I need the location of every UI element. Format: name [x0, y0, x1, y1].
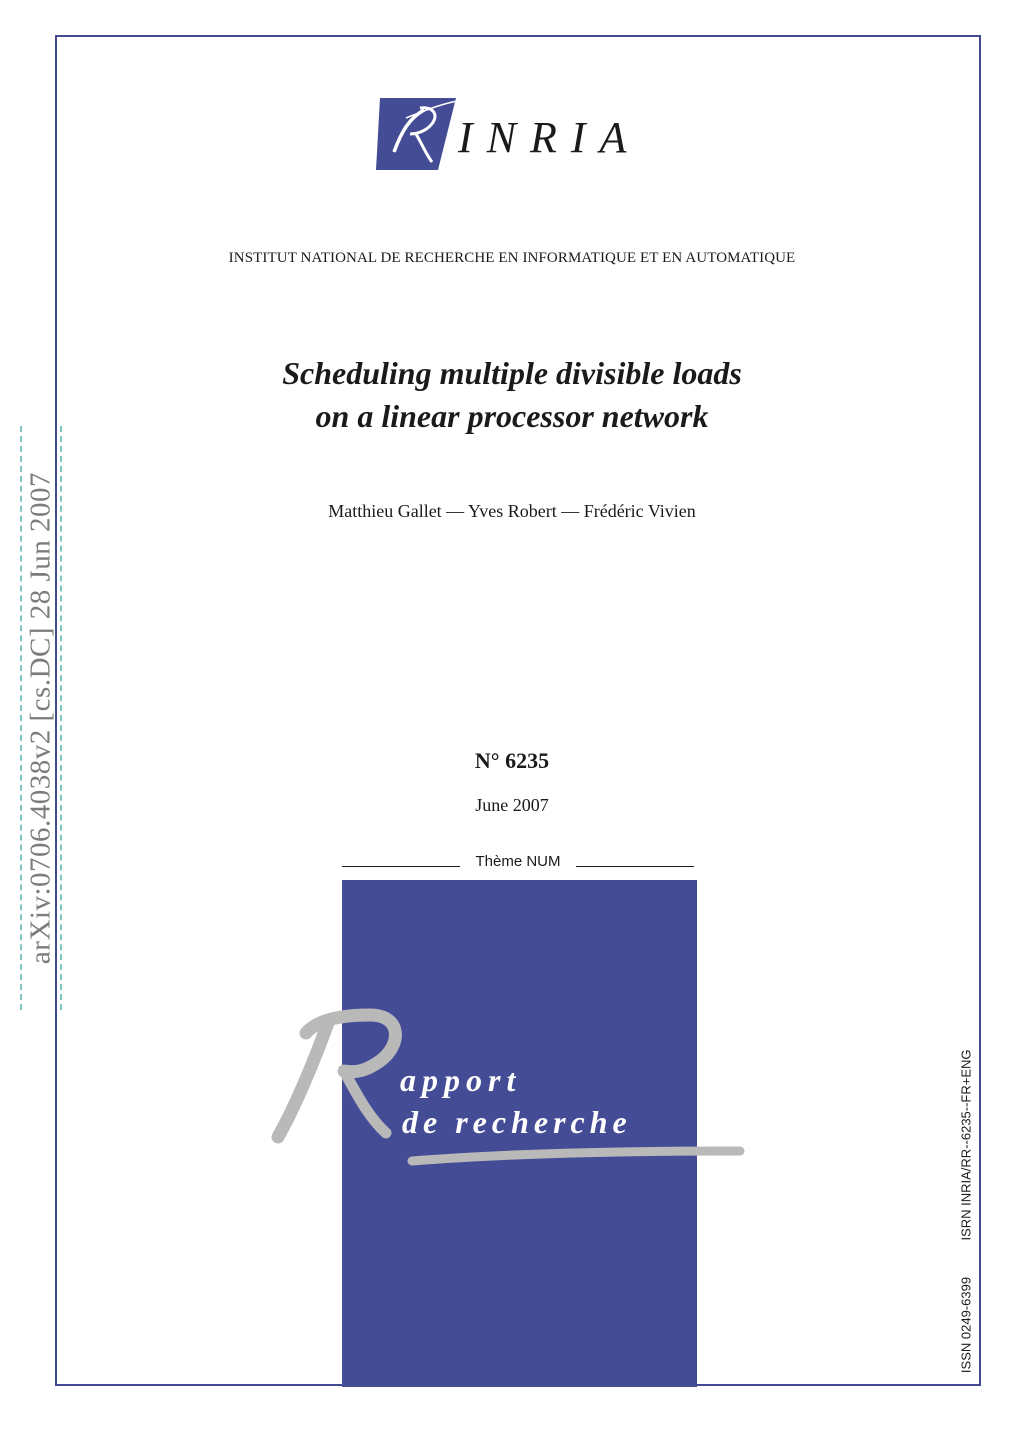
arxiv-identifier: arXiv:0706.4038v2 [cs.DC] 28 Jun 2007	[24, 471, 57, 965]
report-number: N° 6235	[474, 748, 550, 773]
authors: Matthieu Gallet — Yves Robert — Frédéric Vivien	[328, 501, 696, 521]
theme-rule-right	[576, 866, 694, 867]
title-line-2: on a linear processor network	[315, 398, 709, 434]
report-date: June 2007	[475, 795, 549, 815]
report-title	[0, 352, 1024, 438]
theme-label: Thème NUM	[475, 852, 561, 870]
isrn-code: ISRN INRIA/RR--6235--FR+ENG	[958, 1049, 974, 1241]
inria-logo	[376, 96, 666, 172]
series-word-recherche: de recherche	[402, 1104, 632, 1140]
series-word-apport: apport	[400, 1062, 522, 1098]
institute-name: INSTITUT NATIONAL DE RECHERCHE EN INFORMATIQUE ET EN AUTOMATIQUE	[228, 250, 796, 266]
logo-text: INRIA	[458, 113, 641, 162]
issn-code: ISSN 0249-6399	[958, 1276, 974, 1374]
title-line-1: Scheduling multiple divisible loads	[282, 355, 742, 391]
theme-row	[342, 850, 694, 872]
theme-rule-left	[342, 866, 460, 867]
